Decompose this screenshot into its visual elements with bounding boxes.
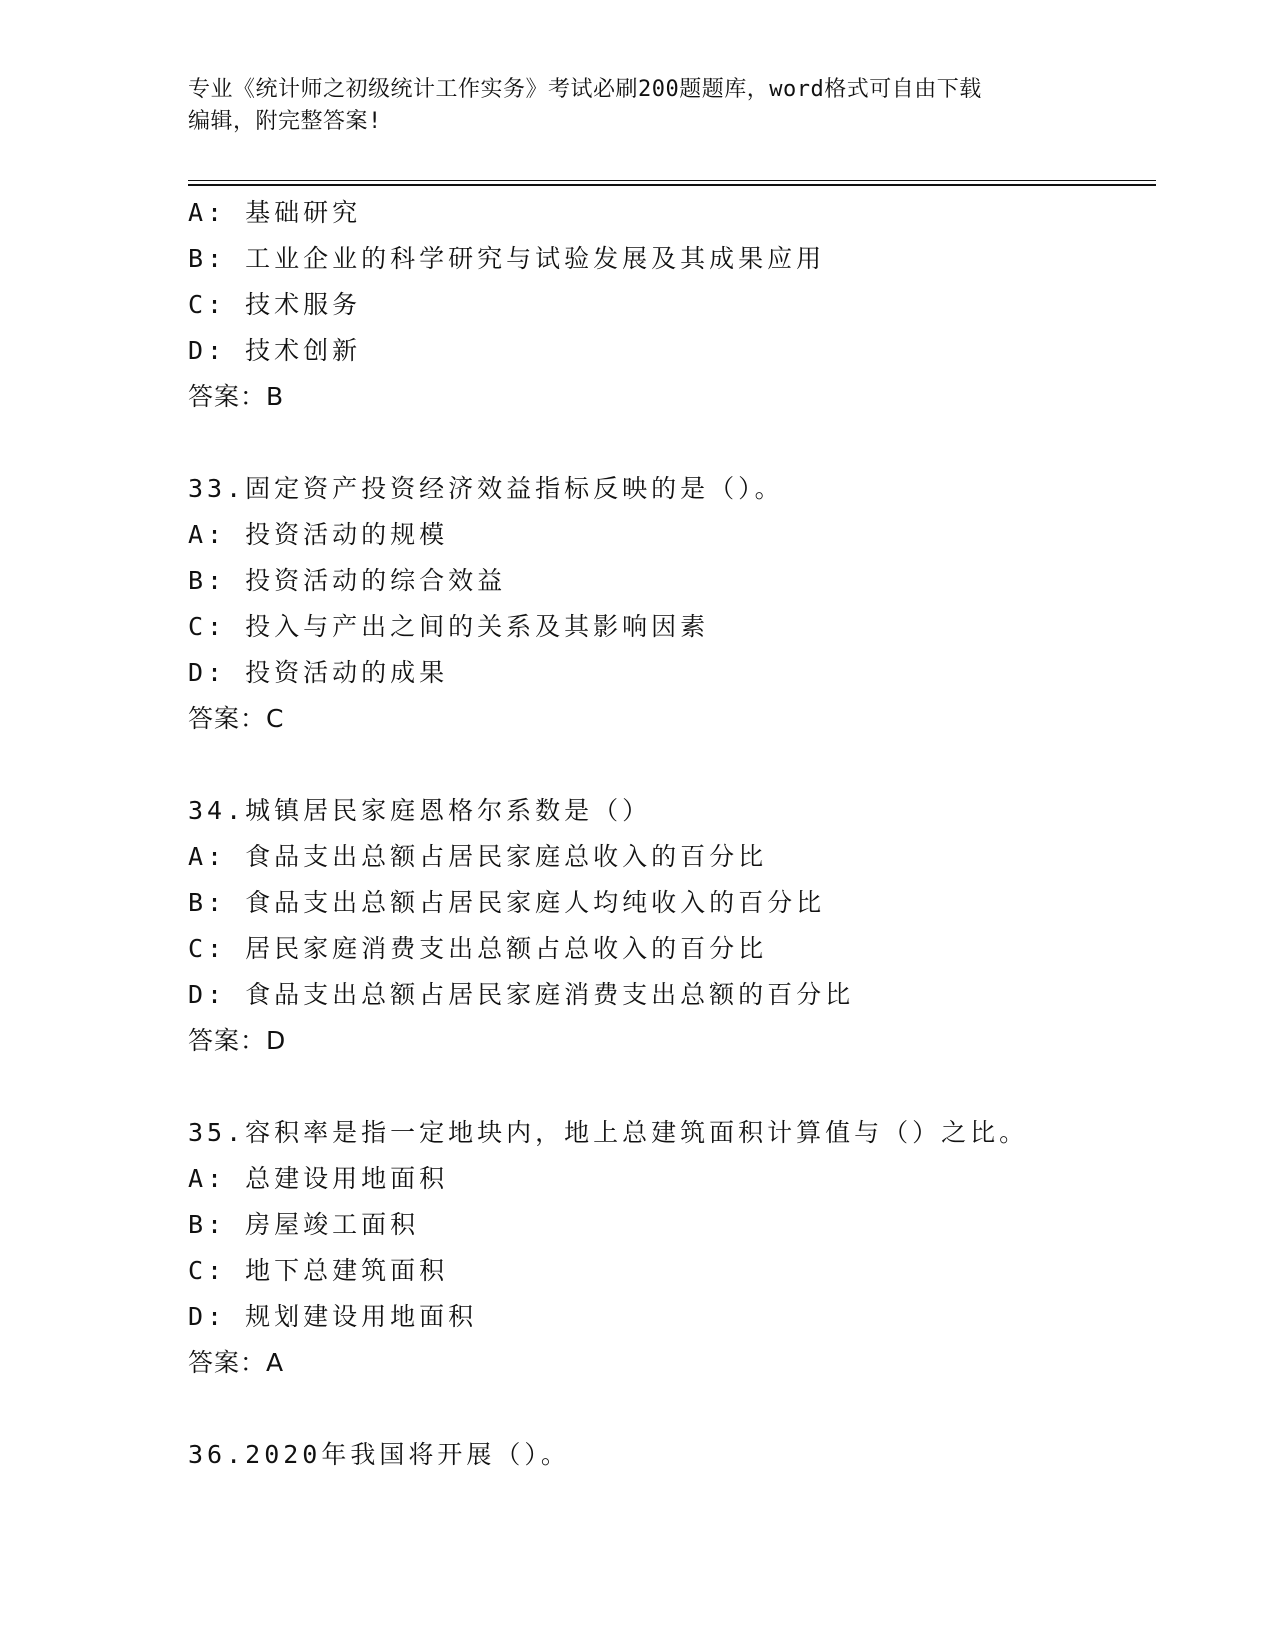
question-stem: 36.2020年我国将开展（）。 [188, 1440, 570, 1469]
question-stem: 34.城镇居民家庭恩格尔系数是（） [188, 796, 652, 825]
answer-line: 答案：A [188, 1348, 285, 1377]
question-36 [188, 1432, 1148, 1478]
question-35 [188, 1110, 1148, 1386]
header-rule-thick [188, 184, 1156, 186]
question-33 [188, 466, 1148, 742]
question-stem: 35.容积率是指一定地块内，地上总建筑面积计算值与（）之比。 [188, 1118, 1029, 1147]
question-32 [188, 190, 1148, 420]
option-b: B: 工业企业的科学研究与试验发展及其成果应用 [188, 244, 826, 273]
spacer [188, 1064, 1148, 1110]
option-c: C: 居民家庭消费支出总额占总收入的百分比 [188, 934, 768, 963]
spacer [188, 742, 1148, 788]
header-line-1: 专业《统计师之初级统计工作实务》考试必刷200题题库，word格式可自由下载 [188, 77, 982, 102]
option-b: B: 投资活动的综合效益 [188, 566, 507, 595]
option-b: B: 房屋竣工面积 [188, 1210, 420, 1239]
option-d: D: 食品支出总额占居民家庭消费支出总额的百分比 [188, 980, 855, 1009]
header-rule-thin [188, 180, 1156, 181]
question-list [188, 190, 1148, 1478]
answer-line: 答案：C [188, 704, 285, 733]
option-d: D: 技术创新 [188, 336, 362, 365]
option-c: C: 技术服务 [188, 290, 362, 319]
option-a: A: 食品支出总额占居民家庭总收入的百分比 [188, 842, 768, 871]
option-a: A: 投资活动的规模 [188, 520, 449, 549]
header-line-2: 编辑，附完整答案! [188, 109, 382, 134]
option-c: C: 投入与产出之间的关系及其影响因素 [188, 612, 710, 641]
option-a: A: 基础研究 [188, 198, 362, 227]
question-34 [188, 788, 1148, 1064]
spacer [188, 420, 1148, 466]
answer-line: 答案：D [188, 1026, 287, 1055]
option-d: D: 投资活动的成果 [188, 658, 449, 687]
option-d: D: 规划建设用地面积 [188, 1302, 478, 1331]
question-stem: 33.固定资产投资经济效益指标反映的是（）。 [188, 474, 784, 503]
option-b: B: 食品支出总额占居民家庭人均纯收入的百分比 [188, 888, 826, 917]
answer-line: 答案：B [188, 382, 285, 411]
spacer [188, 1386, 1148, 1432]
document-header [188, 74, 1088, 138]
option-c: C: 地下总建筑面积 [188, 1256, 449, 1285]
option-a: A: 总建设用地面积 [188, 1164, 449, 1193]
